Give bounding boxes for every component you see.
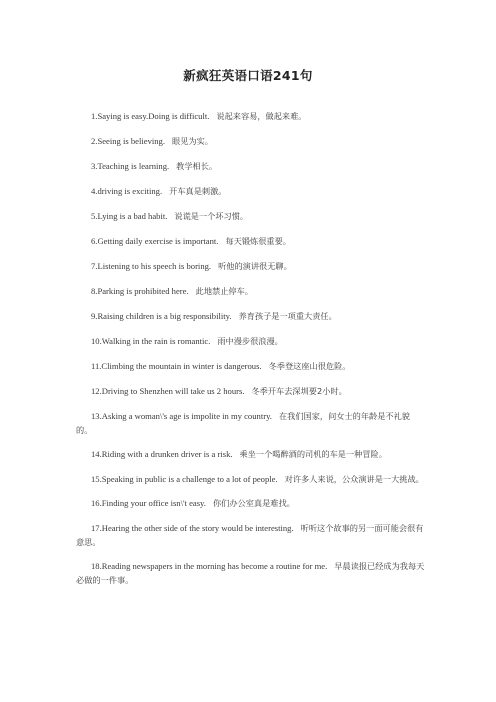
sentence-chinese: 雨中漫步很浪漫。: [217, 336, 283, 346]
sentence-chinese: 早晨读报已经成为我每天必做的一件事。: [76, 561, 425, 585]
list-item: [76, 472, 426, 486]
list-item: [76, 284, 426, 298]
list-item: [76, 134, 426, 148]
list-item: [76, 159, 426, 173]
sentence-english: 13.Asking a woman\'s age is impolite in my country.: [91, 411, 272, 421]
sentence-chinese: 冬季开车去深圳要2小时。: [251, 386, 347, 396]
sentence-chinese: 听他的演讲很无聊。: [218, 261, 292, 271]
sentence-english: 7.Listening to his speech is boring.: [91, 261, 212, 271]
sentence-chinese: 听听这个故事的另一面可能会很有意思。: [76, 523, 424, 547]
sentence-chinese: 说谎是一个坏习惯。: [174, 211, 249, 221]
sentence-chinese: 冬季登这座山很危险。: [268, 361, 351, 371]
sentence-english: 9.Raising children is a big responsibility.: [91, 311, 232, 321]
list-item: [76, 184, 426, 198]
list-item: [76, 447, 426, 461]
list-item: [76, 521, 426, 549]
list-item: [76, 359, 426, 373]
sentence-english: 10.Walking in the rain is romantic.: [91, 336, 211, 346]
sentence-chinese: 在我们国家，问女士的年龄是不礼貌的。: [76, 411, 410, 435]
sentence-chinese: 每天锻炼很重要。: [225, 236, 291, 246]
sentence-chinese: 养育孩子是一项重大责任。: [238, 311, 337, 321]
list-item: [76, 334, 426, 348]
sentence-english: 6.Getting daily exercise is important.: [91, 236, 219, 246]
document-title: 新疯狂英语口语241句: [183, 68, 313, 83]
sentence-english: 4.driving is exciting.: [91, 186, 163, 196]
sentence-english: 15.Speaking in public is a challenge to a lot of people.: [91, 474, 278, 484]
sentence-english: 3.Teaching is learning.: [91, 161, 170, 171]
sentence-chinese: 此地禁止停车。: [195, 286, 253, 296]
sentence-english: 18.Reading newspapers in the morning has become a routine for me.: [91, 561, 328, 571]
sentence-english: 8.Parking is prohibited here.: [91, 286, 189, 296]
list-item: [76, 259, 426, 273]
sentence-chinese: 教学相长。: [176, 161, 218, 171]
list-item: [76, 109, 426, 123]
sentence-english: 17.Hearing the other side of the story would be interesting.: [91, 523, 294, 533]
sentence-chinese: 眼见为实。: [172, 136, 213, 146]
sentence-english: 16.Finding your office isn\'t easy.: [91, 498, 206, 508]
list-item: [76, 409, 426, 437]
sentence-chinese: 乘坐一个喝醉酒的司机的车是一种冒险。: [239, 449, 387, 459]
sentence-list: [76, 109, 426, 597]
sentence-english: 2.Seeing is believing.: [91, 136, 165, 146]
list-item: [76, 309, 426, 323]
list-item: [76, 384, 426, 398]
sentence-chinese: 说起来容易，做起来难。: [216, 111, 307, 121]
sentence-english: 1.Saying is easy.Doing is difficult.: [91, 111, 210, 121]
list-item: [76, 209, 426, 223]
sentence-english: 14.Riding with a drunken driver is a risk.: [91, 449, 233, 459]
sentence-chinese: 对许多人来说，公众演讲是一大挑战。: [284, 474, 424, 484]
sentence-chinese: 你们办公室真是难找。: [212, 498, 295, 508]
sentence-english: 11.Climbing the mountain in winter is dangerous.: [91, 361, 262, 371]
sentence-chinese: 开车真是刺激。: [169, 186, 227, 196]
sentence-english: 12.Driving to Shenzhen will take us 2 hours.: [91, 386, 245, 396]
sentence-english: 5.Lying is a bad habit.: [91, 211, 168, 221]
list-item: [76, 496, 426, 510]
list-item: [76, 234, 426, 248]
list-item: [76, 559, 426, 587]
